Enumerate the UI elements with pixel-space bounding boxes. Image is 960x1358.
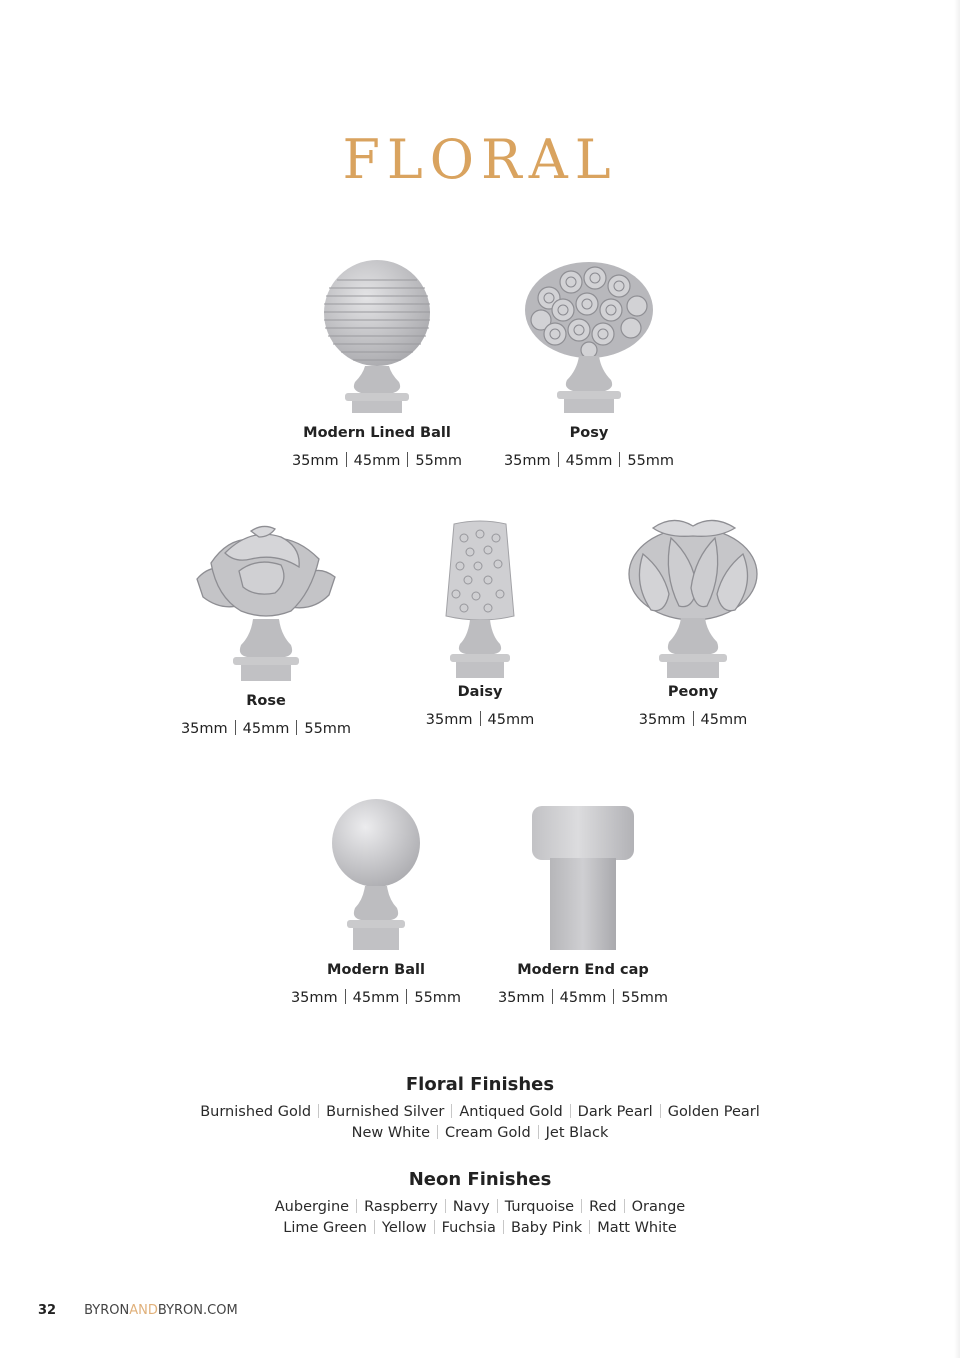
peony-finial-icon [623,514,763,678]
product-name: Daisy [457,684,503,700]
floral-finishes-line-1 [0,1104,960,1120]
product-name: Peony [667,684,719,700]
product-modern-ball [256,796,496,1008]
finish-name: Golden Pearl [667,1104,760,1120]
finish-name: Antiqued Gold [459,1104,563,1120]
product-sizes [146,719,386,739]
finish-name: Cream Gold [445,1125,531,1141]
product-sizes [257,451,497,471]
finish-name: Dark Pearl [577,1104,653,1120]
site-link[interactable] [84,1303,238,1318]
product-name: Modern End cap [517,962,649,978]
page-edge-shadow [954,0,960,1358]
finish-name: Navy [452,1199,490,1215]
finish-name: Aubergine [274,1199,350,1215]
page-number: 32 [38,1303,57,1318]
product-name: Modern Ball [327,962,425,978]
size-option: 35mm [290,990,338,1006]
size-option: 35mm [503,453,551,469]
lined-ball-finial-icon [317,258,437,413]
product-rose [146,523,386,739]
product-sizes [256,988,496,1008]
finish-name: New White [351,1125,430,1141]
size-option: 45mm [565,453,613,469]
site-name-and: AND [129,1303,158,1318]
finish-name: Raspberry [364,1199,438,1215]
page-title: FLORAL [342,128,618,191]
size-option: 45mm [353,453,401,469]
finish-name: Red [589,1199,617,1215]
finish-name: Turquoise [504,1199,575,1215]
size-option: 45mm [487,712,535,728]
neon-finishes-line-1 [0,1199,960,1215]
product-modern-end-cap [463,796,703,1008]
size-option: 55mm [304,721,352,737]
page-footer [38,1303,238,1318]
product-sizes [469,451,709,471]
finish-name: Burnished Silver [326,1104,445,1120]
finish-name: Burnished Gold [200,1104,312,1120]
size-option: 45mm [559,990,607,1006]
product-sizes [463,988,703,1008]
ball-finial-icon [321,796,431,950]
neon-finishes-heading: Neon Finishes [408,1169,552,1190]
size-option: 45mm [700,712,748,728]
finish-name: Fuchsia [441,1220,496,1236]
site-name-part: BYRON.COM [157,1303,238,1318]
size-option: 55mm [627,453,675,469]
finish-name: Jet Black [545,1125,609,1141]
finish-name: Lime Green [283,1220,367,1236]
neon-finishes-line-2 [0,1220,960,1236]
product-name: Posy [569,425,609,441]
size-option: 45mm [242,721,290,737]
product-peony [573,514,813,730]
finish-name: Yellow [381,1220,427,1236]
size-option: 35mm [180,721,228,737]
size-option: 35mm [291,453,339,469]
product-modern-lined-ball [257,258,497,471]
size-option: 35mm [638,712,686,728]
rose-finial-icon [191,523,341,681]
finish-name: Orange [631,1199,686,1215]
floral-finishes-heading: Floral Finishes [405,1074,555,1095]
daisy-finial-icon [440,520,520,678]
posy-finial-icon [519,258,659,413]
size-option: 35mm [425,712,473,728]
product-posy [469,258,709,471]
product-name: Rose [246,693,286,709]
size-option: 55mm [414,990,462,1006]
size-option: 55mm [621,990,669,1006]
end-cap-icon [528,796,638,950]
size-option: 45mm [352,990,400,1006]
product-name: Modern Lined Ball [303,425,451,441]
size-option: 55mm [415,453,463,469]
floral-finishes-line-2 [0,1125,960,1141]
product-sizes [573,710,813,730]
finish-name: Baby Pink [510,1220,583,1236]
finish-name: Matt White [597,1220,677,1236]
product-sizes [360,710,600,730]
product-daisy [360,520,600,730]
site-name-part: BYRON [84,1303,130,1318]
size-option: 35mm [497,990,545,1006]
